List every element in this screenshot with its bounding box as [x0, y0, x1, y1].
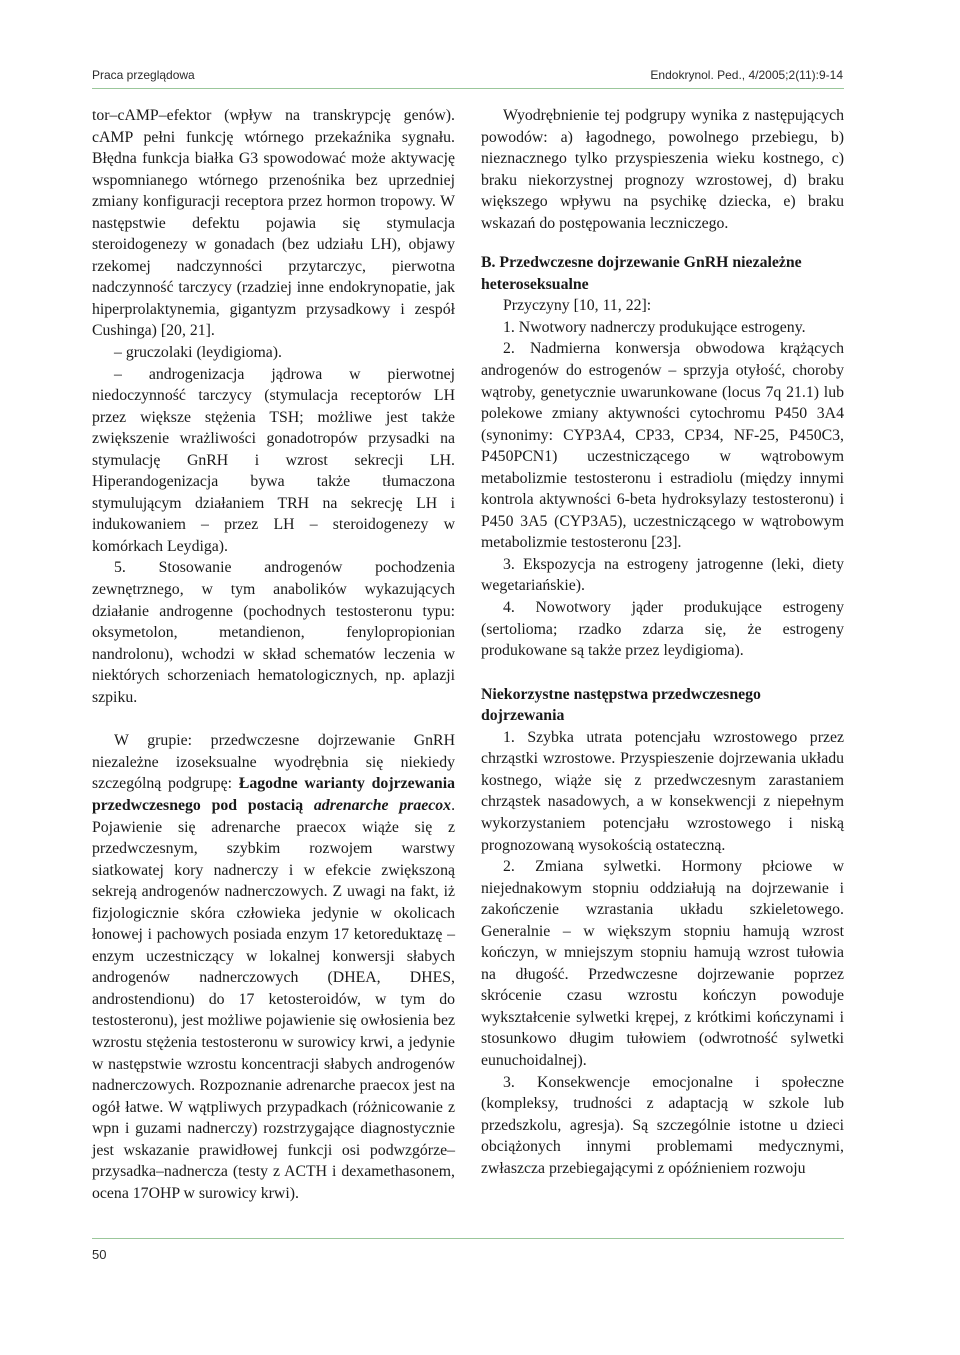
list-item: 2. Nadmierna konwersja obwodowa krążących androgenów do estrogenów – sprzyja otyłość, choroby wątroby, genetycznie uwarunkowane (locus 7q 21.1) lub polekowe zmiany aktywności cytochromu P450 3A4 (synonimy: CYP3A4, CP33, CP34, NF-25, P450C3, P450PCN1) uczestniczącego w wątrobowym metabolizmie testosteronu i estradiolu (między innymi kontrola aktywności 6-beta hydroksylazy testosteronu) i P450 3A5 (CYP3A5), uczestniczącego w wątrobowym metabolizmie testosteronu [23]. — [481, 340, 844, 552]
list-item: 1. Nwotwory nadnerczy produkujące estrogeny. — [503, 318, 806, 336]
footer-rule — [92, 1238, 844, 1239]
running-header-right: Endokrynol. Ped., 4/2005;2(11):9-14 — [650, 68, 843, 82]
paragraph: Wyodrębnienie tej podgrupy wynika z następujących powodów: a) łagodnego, powolnego przebiegu, b) nieznacznego tylko przyspieszenia wieku kostnego, c) braku niekorzystnej prognozy wzrostowej, d) braku większego wpływu na psychikę dziecka, e) braku wskazań do postępowania leczniczego. — [481, 107, 844, 232]
bold-italic-term: adrenarche praecox — [313, 796, 452, 814]
running-header-left: Praca przeglądowa — [92, 68, 195, 82]
list-item: 2. Zmiana sylwetki. Hormony płciowe w niejednakowym stopniu oddziałują na dojrzewanie i zakończenie wzrastania układu szkieletowego. Generalnie – w większym stopniu hamują wzrost kończyn, w mniejszym stopniu hamują wzrost tułowia na długość. Przedwczesne dojrzewanie poprzez skrócenie czasu wzrostu kończyn powoduje wykształcenie sylwetki krępej, z krótkimi kończynami i stosunkowo długim tułowiem (odwrotność sylwetki eunuchoidalnej). — [481, 858, 844, 1069]
paragraph: 5. Stosowanie androgenów pochodzenia zewnętrznego, w tym anabolików wykazujących działanie androgenne (pochodnych testosteronu typu: oksymetolon, metandienon, fenylopropionian nandrolonu), wchodzi w skład schematów leczenia w niektórych schorzeniach hematologicznych, np. aplazji szpiku. — [92, 559, 455, 706]
page-number: 50 — [92, 1247, 107, 1262]
list-item: 3. Konsekwencje emocjonalne i społeczne (kompleksy, trudności z adaptacją w szkole lub przedszkolu, agresja). Są szczególnie istotne u dzieci obciążonych innymi problemami medycznymi, zwłaszcza przebiegającymi z opóźnieniem rozwoju — [481, 1073, 844, 1177]
list-item: – gruczolaki (leydigioma). — [114, 344, 283, 362]
paragraph — [92, 730, 455, 1204]
header-rule — [92, 88, 844, 89]
left-column — [92, 105, 455, 1204]
paragraph-text: . Pojawienie się adrenarche praecox wiąże się z przedwczesnym, szybkim rozwojem warstwy siatkowatej kory nadnerczy i w efekcie zwiększoną sekreją androgenów nadnerczowych. Z uwagi na fakt, iż fizjologicznie skóra człowieka jedynie w okolicach łonowej i pachowych posiada enzym 17 ketoreduktazę – enzym uczestniczący w lokalnej konwersji słabych androgenów nadnerczowych (DHEA, DHES, androstendionu) do 17 ketosteroidów, w tym do testosteronu), jest możliwe pojawienie się owłosienia bez wzrostu stężenia testosteronu w surowicy krwi, a jedynie w następstwie wzrostu koncentracji słabych androgenów nadnerczowych. Rozpoznanie adrenarche praecox jest na ogół łatwe. W wątpliwych przypadkach (różnicowanie z wpn i guzami nadnerczy) rozstrzygające diagnostycznie jest wskazanie prawidłowej funkcji osi podwzgórze–przysadka–nadnercza (testy z ACTH i dexamethasonem, ocena 17OHP w surowicy krwi). — [92, 796, 456, 1202]
paragraph: tor–cAMP–efektor (wpływ na transkrypcję genów). cAMP pełni funkcję wtórnego przekaźnika sygnału. Błędna funkcja białka G3 spowodować może aktywację wspomnianego wtórnego przenośnika bez uprzedniej zmiany konfiguracji receptora przez hormon tropowy. W następstwie defektu pojawia się stymulacja steroidogenezy w gonadach (bez udziału LH), objawy rzekomej nadczynności przytarczyc, pierwotna nadczynność tarczycy (rzadziej inne endokrynopatie, jak hiperprolaktynemia, gigantyzm przysadkowy i zespół Cushinga) [20, 21]. — [92, 107, 455, 340]
section-heading: B. Przedwczesne dojrzewanie GnRH niezależne heteroseksualne — [481, 254, 802, 293]
bold-phrase: Łagodne warianty dojrzewania przedwczesnego pod postacią — [92, 775, 455, 814]
paragraph: Przyczyny [10, 11, 22]: — [503, 297, 652, 315]
list-item: – androgenizacja jądrowa w pierwotnej niedoczynność tarczycy (stymulacja receptorów LH przez większe stężenia TSH; możliwe jest także zwiększenie wrażliwości gonadotropów przysadki na stymulację GnRH i wzrost sekrecji LH. Hiperandogenizacja bywa także tłumaczona stymulującym działaniem TRH na sekrecję LH i indukowaniem – przez LH – steroidogenezy w komórkach Leydiga). — [92, 365, 455, 555]
list-item: 1. Szybka utrata potencjału wzrostowego przez chrząstki wzrostowe. Przyspieszenie dojrzewania układu kostnego, wiąże się z przedwczesnym zarastaniem chrząstek nasadowych, a w konsekwencji z niepełnym wykorzystaniem potencjału wzrostowego i niską prognozowaną wysokością ostateczną. — [481, 728, 844, 854]
paragraph-text: W grupie: przedwczesne dojrzewanie GnRH niezależne izoseksualne wyodrębnia się niekiedy szczególną podgrupę: — [92, 732, 455, 793]
list-item: 4. Nowotwory jąder produkujące estrogeny (sertolioma; rzadko zdarza się, że estrogeny produkowane są także przez leydigioma). — [481, 599, 844, 660]
right-column — [481, 105, 844, 1179]
list-item: 3. Ekspozycja na estrogeny jatrogenne (leki, diety wegetariańskie). — [481, 555, 844, 595]
section-heading: Niekorzystne następstwa przedwczesnego dojrzewania — [481, 685, 761, 725]
